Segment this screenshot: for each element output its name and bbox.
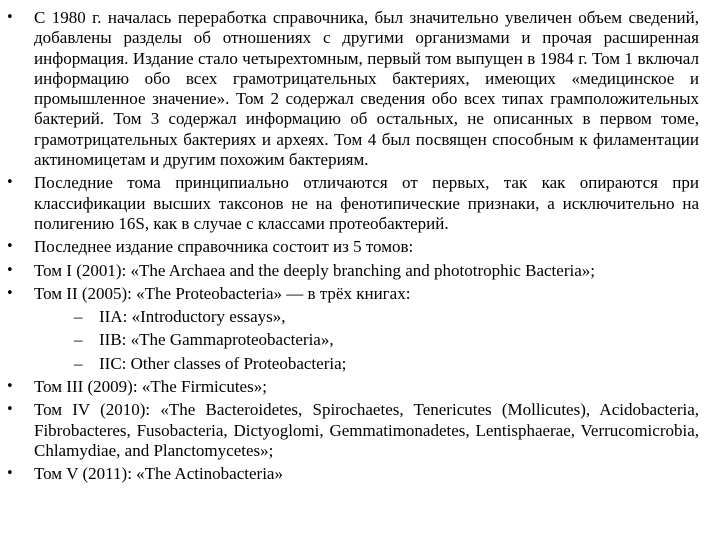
sub-item-iib [34,330,699,350]
sub-item-iic [34,354,699,374]
bullet-marker: • [6,239,14,255]
bullet-marker: • [6,10,14,25]
bullet-item-volume-4 [0,400,720,461]
volume-2-books-list [34,307,699,374]
bullet-item-volume-1 [0,261,720,281]
bullet-marker: • [6,285,14,301]
bullet-marker: • [6,379,14,395]
bullet-marker: • [6,175,14,191]
bullet-item-volume-3 [0,377,720,397]
bullet-text: Последнее издание справочника состоит из 5 томов: [34,237,414,257]
bullet-text: Том II (2005): «The Proteobacteria» — в трёх книгах: [34,283,411,303]
bullet-text: Том III (2009): «The Firmicutes»; [34,377,267,397]
bullet-text: Том I (2001): «The Archaea and the deeply branching and phototrophic Bacteria»; [34,260,595,280]
bullet-list [0,8,720,485]
bullet-marker: • [6,466,14,482]
bullet-text: Том V (2011): «The Actinobacteria» [34,464,283,484]
slide-content [0,8,720,488]
bullet-text: Том IV (2010): «The Bacteroidetes, Spirochaetes, Tenericutes (Mollicutes), Acidobacteria, Fibrobacteres, Fusobacteria, Dictyoglomi, Gemmatimonadetes, Lentisphaerae, Verrucomicrobia, Chlamydiae, and Planctomycetes»; [34,400,699,460]
sub-item-text: IIA: «Introductory essays», [99,307,286,327]
dash-marker: – [74,353,83,373]
sub-item-text: IIC: Other classes of Proteobacteria; [99,353,347,373]
bullet-item-latest-edition [0,237,720,257]
bullet-item-volume-2 [0,284,720,374]
bullet-text: С 1980 г. началась переработка справочника, был значительно увеличен объем сведений, добавлены разделы об отношениях с другими организмами и прочая расширенная информация. Издание стало четырехтомным, первый том выпущен в 1984 г. Том 1 включал информацию обо всех грамотрицательных бактериях, имеющих «медицинское и промышленное значение». Том 2 содержал сведения обо всех типах грамположительных бактерий. Том 3 содержал информацию об остальных, не описанных в первом томе, грамотрицательных бактериях и археях. Том 4 был посвящен способным к филаментации актиномицетам и другим похожим бактериям. [34,8,699,170]
bullet-text: Последние тома принципиально отличаются от первых, так как опираются при классификации высших таксонов не на фенотипические признаки, а исключительно на полигению 16S, как в случае с классами протеобактерий. [34,173,699,233]
dash-marker: – [74,330,83,350]
sub-item-text: IIB: «The Gammaproteobacteria», [99,330,334,350]
bullet-item-classification [0,173,720,234]
dash-marker: – [74,307,83,327]
bullet-item-history [0,8,720,170]
bullet-item-volume-5 [0,464,720,484]
bullet-marker: • [6,402,14,418]
sub-item-iia [34,307,699,327]
bullet-marker: • [6,262,14,278]
